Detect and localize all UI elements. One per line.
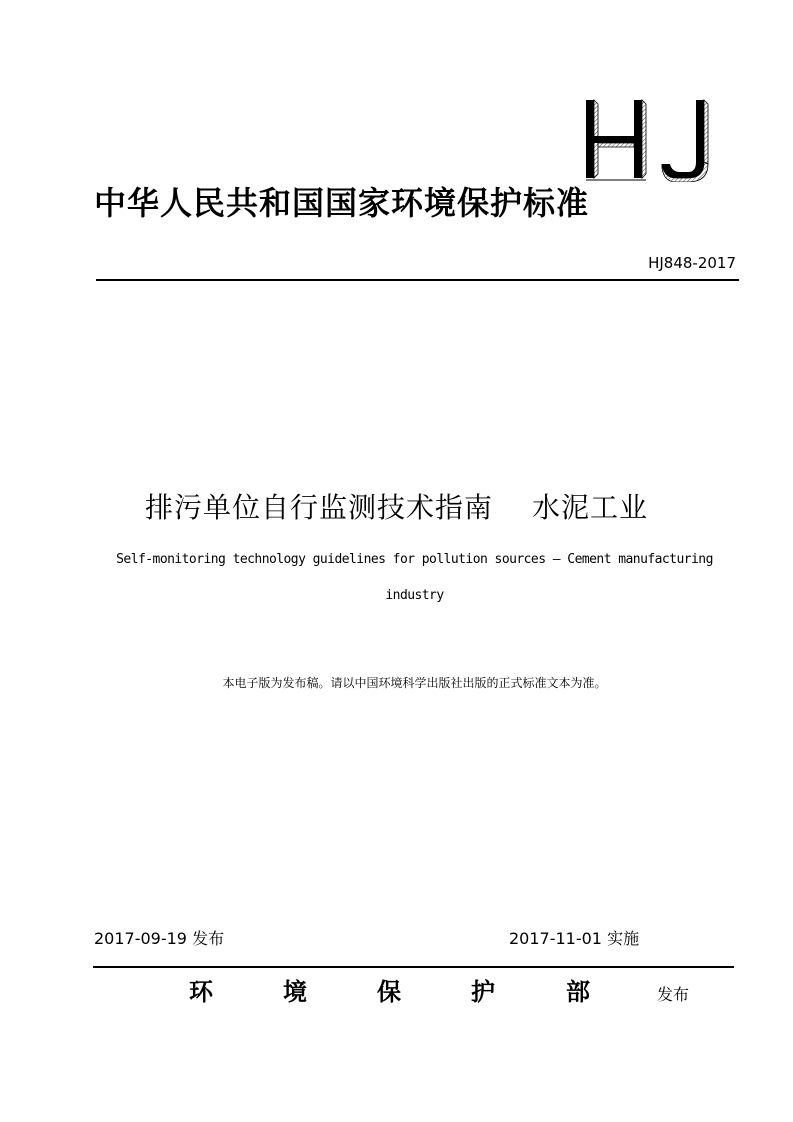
issuer-suffix: 发布: [657, 985, 690, 1004]
title-chinese: 排污单位自行监测技术指南 水泥工业: [145, 491, 648, 524]
header-divider: [96, 279, 739, 281]
implementation-date: 2017-11-01 实施: [509, 929, 640, 948]
issuer-char-1: 环: [189, 977, 213, 1006]
issuer-char-2: 境: [283, 977, 307, 1006]
title-english-line2: industry: [385, 588, 444, 603]
title-english-line1: Self-monitoring technology guidelines for pollution sources — Cement manufacturing: [116, 552, 713, 567]
hj-logo: [584, 98, 724, 182]
issue-date: 2017-09-19 发布: [94, 929, 225, 948]
org-title: 中华人民共和国国家环境保护标准: [94, 184, 590, 222]
electronic-version-notice: 本电子版为发布稿。请以中国环境科学出版社出版的正式标准文本为准。: [222, 676, 607, 690]
issuer-char-4: 护: [471, 977, 495, 1006]
footer-divider: [93, 966, 734, 968]
issuer-char-3: 保: [377, 977, 401, 1006]
standard-number: HJ848-2017: [648, 254, 736, 272]
issuer-char-5: 部: [566, 977, 590, 1006]
